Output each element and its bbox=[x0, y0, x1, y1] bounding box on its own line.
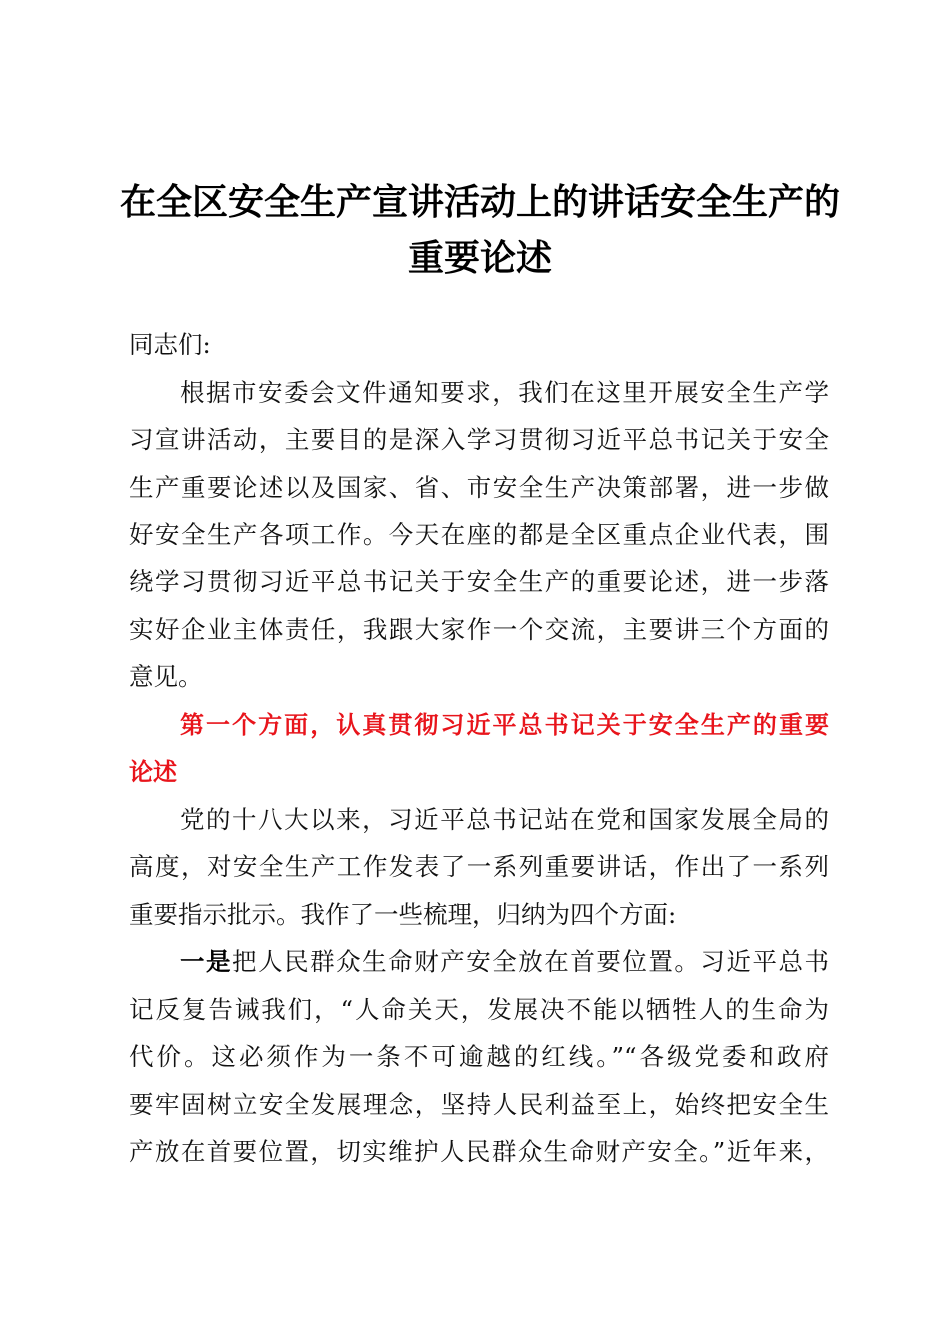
point-1-first-line-text: 把人民群众生命财产安全放在首要位置。习近平总书 bbox=[232, 947, 830, 976]
intro-paragraph-line: 习宣讲活动，主要目的是深入学习贯彻习近平总书记关于安全 bbox=[129, 425, 829, 454]
point-1-paragraph-line: 要牢固树立安全发展理念，坚持人民利益至上，始终把安全生 bbox=[129, 1090, 829, 1119]
point-1-paragraph-line: 产放在首要位置，切实维护人民群众生命财产安全。”近年来， bbox=[129, 1137, 829, 1166]
section-1-paragraph-line: 重要指示批示。我作了一些梳理，归纳为四个方面: bbox=[129, 900, 677, 929]
intro-paragraph-line: 生产重要论述以及国家、省、市安全生产决策部署，进一步做 bbox=[129, 473, 829, 502]
document-title-line-1: 在全区安全生产宣讲活动上的讲话安全生产的 bbox=[119, 181, 840, 223]
intro-paragraph-line: 实好企业主体责任，我跟大家作一个交流，主要讲三个方面的 bbox=[129, 615, 829, 644]
point-1-label: 一是 bbox=[180, 947, 233, 976]
point-1-paragraph-line: 记反复告诫我们，“人命关天，发展决不能以牺牲人的生命为 bbox=[129, 995, 829, 1024]
document-title-line-2: 重要论述 bbox=[407, 237, 552, 279]
section-1-paragraph-line: 高度，对安全生产工作发表了一系列重要讲话，作出了一系列 bbox=[129, 852, 829, 881]
intro-paragraph-line: 根据市安委会文件通知要求，我们在这里开展安全生产学 bbox=[180, 378, 829, 407]
point-1-paragraph-line: 代价。这必须作为一条不可逾越的红线。”“各级党委和政府 bbox=[129, 1042, 829, 1071]
section-1-paragraph-line: 党的十八大以来，习近平总书记站在党和国家发展全局的 bbox=[180, 805, 829, 834]
section-1-heading-line-2: 论述 bbox=[129, 758, 177, 786]
point-1-first-line bbox=[180, 942, 829, 982]
section-1-heading-line-1: 第一个方面，认真贯彻习近平总书记关于安全生产的重要 bbox=[180, 711, 829, 739]
intro-paragraph-line: 绕学习贯彻习近平总书记关于安全生产的重要论述，进一步落 bbox=[129, 567, 829, 596]
intro-paragraph-line: 好安全生产各项工作。今天在座的都是全区重点企业代表，围 bbox=[129, 520, 829, 549]
salutation: 同志们: bbox=[129, 330, 211, 359]
intro-paragraph-line: 意见。 bbox=[129, 662, 203, 691]
